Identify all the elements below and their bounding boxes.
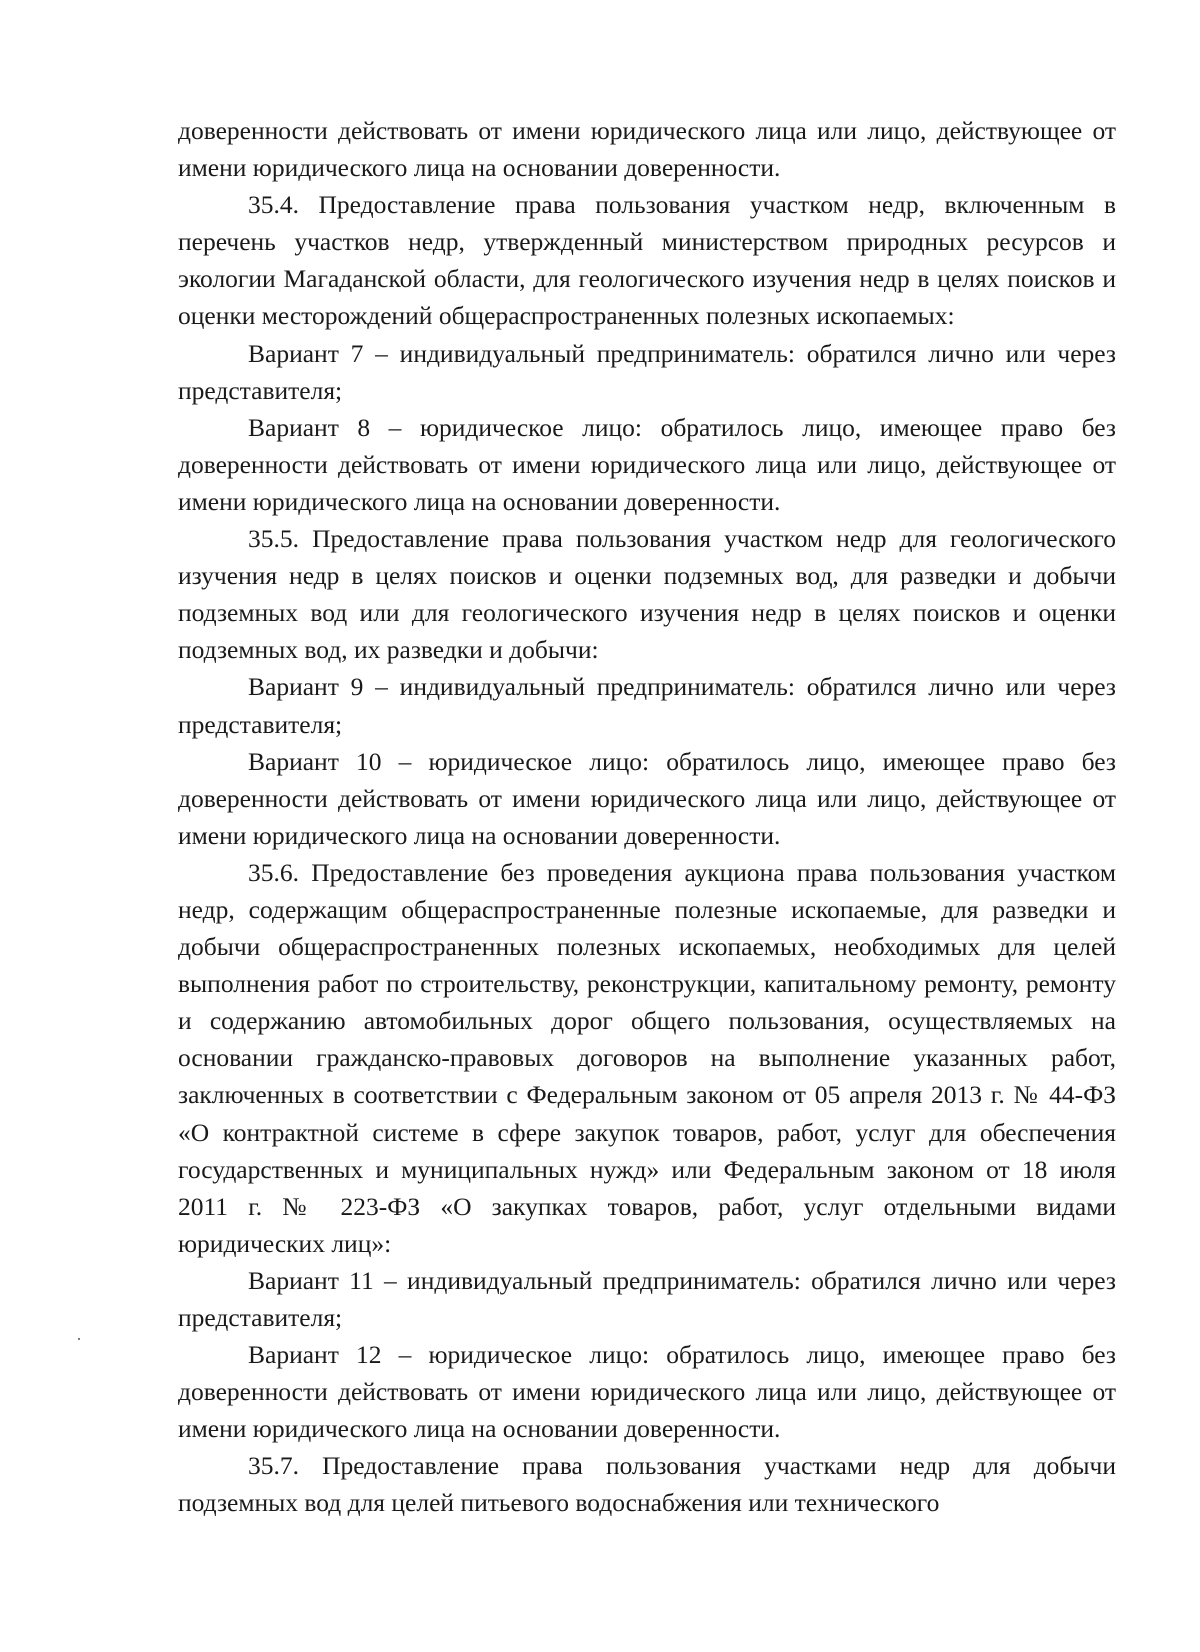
paragraph-variant-9: Вариант 9 – индивидуальный предприниматель: обратился лично или через представителя; [178,672,1116,739]
paragraph-35-4: 35.4. Предоставление права пользования участком недр, включенным в перечень участков недр, утвержденный министерством природных ресурсов и экологии Магаданской области, для геологического изучения недр в целях поисков и оценки месторождений общераспространенных полезных ископаемых: [178,190,1116,331]
paragraph-35-5: 35.5. Предоставление права пользования участком недр для геологического изучения недр в целях поисков и оценки подземных вод, для разведки и добычи подземных вод или для геологического изучения недр в целях поисков и оценки подземных вод, их разведки и добычи: [178,524,1116,665]
paragraph-continuation: доверенности действовать от имени юридического лица или лицо, действующее от имени юридического лица на основании доверенности. [178,116,1116,183]
paragraph-variant-8: Вариант 8 – юридическое лицо: обратилось лицо, имеющее право без доверенности действовать от имени юридического лица или лицо, действующее от имени юридического лица на основании доверенности. [178,412,1116,516]
paragraph-variant-12: Вариант 12 – юридическое лицо: обратилось лицо, имеющее право без доверенности действовать от имени юридического лица или лицо, действующее от имени юридического лица на основании доверенности. [178,1340,1116,1444]
paragraph-variant-11: Вариант 11 – индивидуальный предприниматель: обратился лично или через представителя; [178,1265,1116,1332]
paragraph-variant-7: Вариант 7 – индивидуальный предприниматель: обратился лично или через представителя; [178,338,1116,405]
paragraph-35-7: 35.7. Предоставление права пользования участками недр для добычи подземных вод для целей питьевого водоснабжения или технического [178,1451,1116,1518]
paragraph-variant-10: Вариант 10 – юридическое лицо: обратилось лицо, имеющее право без доверенности действовать от имени юридического лица или лицо, действующее от имени юридического лица на основании доверенности. [178,746,1116,850]
scan-speck [78,1338,80,1340]
paragraph-35-6: 35.6. Предоставление без проведения аукциона права пользования участком недр, содержащим общераспространенные полезные ископаемые, для разведки и добычи общераспространенных полезных ископаемых, необходимых для целей выполнения работ по строительству, реконструкции, капитальному ремонту, ремонту и содержанию автомобильных дорог общего пользования, осуществляемых на основании гражданско-правовых договоров на выполнение указанных работ, заключенных в соответствии с Федеральным законом от 05 апреля 2013 г. № 44-ФЗ «О контрактной системе в сфере закупок товаров, работ, услуг для обеспечения государственных и муниципальных нужд» или Федеральным законом от 18 июля 2011 г. № 223-ФЗ «О закупках товаров, работ, услуг отдельными видами юридических лиц»: [178,857,1116,1258]
document-body [178,112,1116,1522]
